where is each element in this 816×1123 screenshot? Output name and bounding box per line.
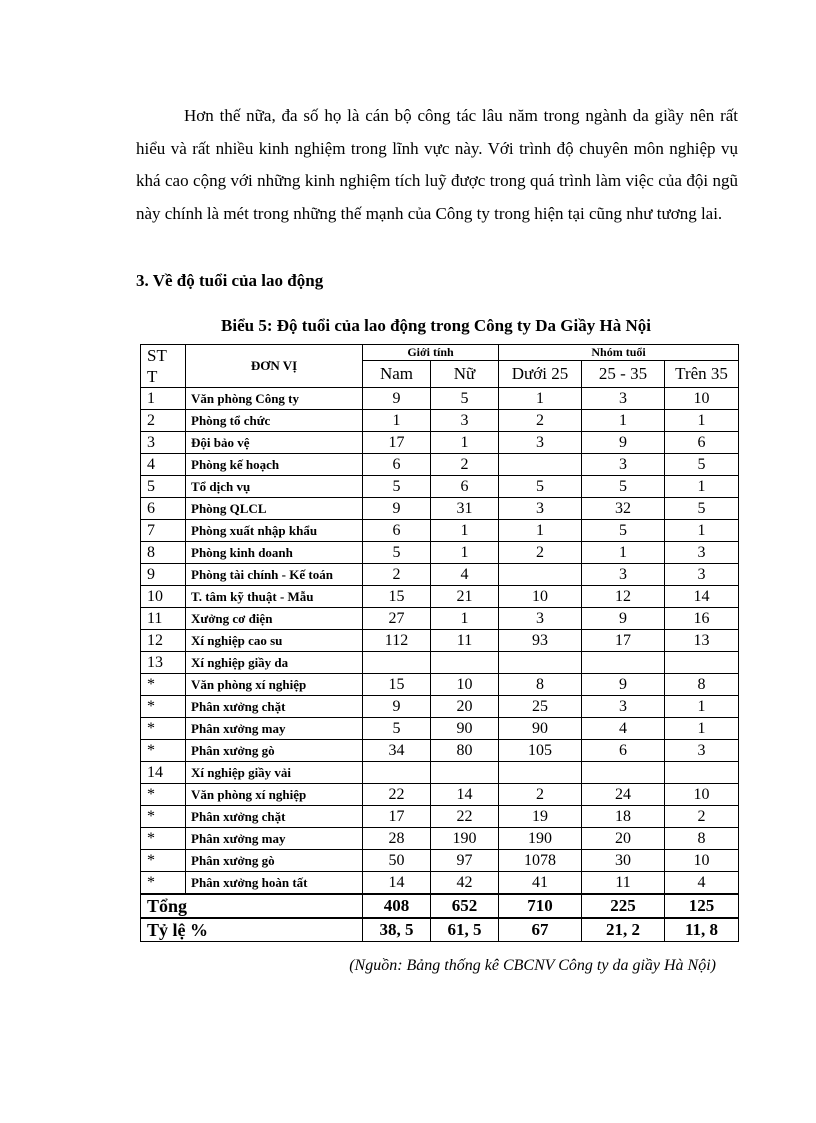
row-female: 4 (431, 564, 499, 586)
row-stt: * (141, 718, 186, 740)
row-under-25 (499, 564, 582, 586)
row-female (431, 762, 499, 784)
ratio-label: Tỷ lệ % (141, 918, 363, 942)
row-stt: 6 (141, 498, 186, 520)
row-under-25: 3 (499, 432, 582, 454)
row-unit: Phân xưởng chặt (186, 806, 363, 828)
section-heading: 3. Về độ tuổi của lao động (136, 271, 324, 290)
row-25-35 (582, 652, 665, 674)
row-25-35: 3 (582, 564, 665, 586)
row-stt: 9 (141, 564, 186, 586)
row-female: 90 (431, 718, 499, 740)
table-row (141, 718, 739, 740)
row-under-25: 2 (499, 410, 582, 432)
row-25-35: 12 (582, 586, 665, 608)
row-under-25: 1078 (499, 850, 582, 872)
table-row (141, 740, 739, 762)
row-male (363, 762, 431, 784)
ratio-under-25: 67 (499, 918, 582, 942)
row-female: 97 (431, 850, 499, 872)
row-unit: Phân xưởng may (186, 718, 363, 740)
body-paragraph (136, 100, 738, 230)
row-male: 1 (363, 410, 431, 432)
table-body (141, 388, 739, 895)
row-stt: 8 (141, 542, 186, 564)
row-stt: 12 (141, 630, 186, 652)
row-25-35: 3 (582, 388, 665, 410)
table-row (141, 498, 739, 520)
total-under-25: 710 (499, 894, 582, 918)
row-male: 17 (363, 806, 431, 828)
table-row (141, 872, 739, 895)
row-over-35: 4 (665, 872, 739, 895)
row-unit: Tổ dịch vụ (186, 476, 363, 498)
row-25-35: 30 (582, 850, 665, 872)
table-row (141, 476, 739, 498)
row-male: 34 (363, 740, 431, 762)
row-stt: 4 (141, 454, 186, 476)
row-25-35: 5 (582, 476, 665, 498)
row-25-35: 1 (582, 542, 665, 564)
row-unit: Xí nghiệp giầy da (186, 652, 363, 674)
row-stt: * (141, 828, 186, 850)
ratio-female: 61, 5 (431, 918, 499, 942)
row-unit: T. tâm kỹ thuật - Mẫu (186, 586, 363, 608)
row-25-35: 9 (582, 608, 665, 630)
row-over-35: 1 (665, 476, 739, 498)
header-over-35: Trên 35 (665, 361, 739, 388)
row-female (431, 652, 499, 674)
row-female: 22 (431, 806, 499, 828)
row-under-25: 2 (499, 542, 582, 564)
row-25-35: 20 (582, 828, 665, 850)
row-under-25: 3 (499, 498, 582, 520)
table-row (141, 454, 739, 476)
header-under-25: Dưới 25 (499, 361, 582, 388)
row-25-35: 32 (582, 498, 665, 520)
row-over-35: 8 (665, 828, 739, 850)
header-unit: ĐƠN VỊ (186, 345, 363, 388)
row-under-25: 19 (499, 806, 582, 828)
row-male: 112 (363, 630, 431, 652)
row-unit: Xưởng cơ điện (186, 608, 363, 630)
row-unit: Đội bảo vệ (186, 432, 363, 454)
row-over-35: 16 (665, 608, 739, 630)
ratio-over-35: 11, 8 (665, 918, 739, 942)
row-under-25: 93 (499, 630, 582, 652)
row-over-35: 14 (665, 586, 739, 608)
row-male: 15 (363, 586, 431, 608)
table-row (141, 542, 739, 564)
row-over-35: 3 (665, 740, 739, 762)
row-over-35 (665, 652, 739, 674)
total-female: 652 (431, 894, 499, 918)
row-stt: * (141, 850, 186, 872)
body-paragraph-text: Hơn thế nữa, đa số họ là cán bộ công tác lâu năm trong ngành da giầy nên rất hiểu và rất nhiều kinh nghiệm trong lĩnh vực này. Với trình độ chuyên môn nghiệp vụ khá cao cộng với những kinh nghiệm tích luỹ được trong quá trình làm việc của đội ngũ này chính là mét trong những thế mạnh của Công ty trong hiện tại cũng như tương lai. (136, 106, 738, 223)
row-over-35: 1 (665, 696, 739, 718)
row-female: 2 (431, 454, 499, 476)
row-male: 50 (363, 850, 431, 872)
row-over-35 (665, 762, 739, 784)
row-female: 21 (431, 586, 499, 608)
row-over-35: 5 (665, 498, 739, 520)
table-row (141, 762, 739, 784)
header-female: Nữ (431, 361, 499, 388)
row-over-35: 1 (665, 520, 739, 542)
row-stt: 2 (141, 410, 186, 432)
header-male: Nam (363, 361, 431, 388)
row-under-25 (499, 652, 582, 674)
row-stt: 5 (141, 476, 186, 498)
row-female: 1 (431, 608, 499, 630)
ratio-male: 38, 5 (363, 918, 431, 942)
row-unit: Phòng kế hoạch (186, 454, 363, 476)
row-stt: 1 (141, 388, 186, 410)
row-25-35: 11 (582, 872, 665, 895)
row-over-35: 10 (665, 388, 739, 410)
row-male: 6 (363, 520, 431, 542)
table-row (141, 608, 739, 630)
row-unit: Phòng xuất nhập khẩu (186, 520, 363, 542)
row-unit: Phân xưởng chặt (186, 696, 363, 718)
ratio-25-35: 21, 2 (582, 918, 665, 942)
total-row (141, 894, 739, 918)
table-row (141, 850, 739, 872)
row-female: 10 (431, 674, 499, 696)
row-under-25: 10 (499, 586, 582, 608)
row-under-25: 25 (499, 696, 582, 718)
row-stt: * (141, 740, 186, 762)
row-under-25: 190 (499, 828, 582, 850)
row-25-35: 3 (582, 454, 665, 476)
row-over-35: 6 (665, 432, 739, 454)
header-stt: STT (141, 345, 186, 388)
row-male: 9 (363, 388, 431, 410)
row-male: 14 (363, 872, 431, 895)
row-unit: Phòng QLCL (186, 498, 363, 520)
row-over-35: 10 (665, 784, 739, 806)
table-caption: Biểu 5: Độ tuổi của lao động trong Công ty Da Giầy Hà Nội (221, 316, 651, 335)
row-under-25: 3 (499, 608, 582, 630)
row-female: 31 (431, 498, 499, 520)
row-over-35: 1 (665, 410, 739, 432)
table-row (141, 586, 739, 608)
table-row (141, 696, 739, 718)
total-over-35: 125 (665, 894, 739, 918)
row-male: 17 (363, 432, 431, 454)
row-25-35 (582, 762, 665, 784)
row-male (363, 652, 431, 674)
row-under-25 (499, 454, 582, 476)
row-25-35: 4 (582, 718, 665, 740)
row-stt: * (141, 674, 186, 696)
row-over-35: 5 (665, 454, 739, 476)
row-under-25: 1 (499, 520, 582, 542)
row-male: 9 (363, 696, 431, 718)
row-over-35: 2 (665, 806, 739, 828)
total-label: Tổng (141, 894, 363, 918)
row-unit: Văn phòng xí nghiệp (186, 784, 363, 806)
row-25-35: 17 (582, 630, 665, 652)
row-under-25: 5 (499, 476, 582, 498)
row-male: 5 (363, 542, 431, 564)
row-unit: Xí nghiệp cao su (186, 630, 363, 652)
row-male: 2 (363, 564, 431, 586)
row-25-35: 6 (582, 740, 665, 762)
row-female: 42 (431, 872, 499, 895)
row-under-25: 90 (499, 718, 582, 740)
row-female: 6 (431, 476, 499, 498)
row-stt: 11 (141, 608, 186, 630)
row-over-35: 3 (665, 542, 739, 564)
table-row (141, 432, 739, 454)
row-under-25: 1 (499, 388, 582, 410)
row-25-35: 24 (582, 784, 665, 806)
row-unit: Phân xưởng hoàn tất (186, 872, 363, 895)
row-male: 28 (363, 828, 431, 850)
row-stt: * (141, 696, 186, 718)
row-over-35: 3 (665, 564, 739, 586)
row-female: 5 (431, 388, 499, 410)
age-table (140, 344, 739, 942)
row-unit: Phòng tài chính - Kế toán (186, 564, 363, 586)
row-female: 1 (431, 542, 499, 564)
row-stt: 14 (141, 762, 186, 784)
row-stt: * (141, 806, 186, 828)
row-over-35: 10 (665, 850, 739, 872)
row-female: 1 (431, 432, 499, 454)
table-row (141, 564, 739, 586)
row-female: 11 (431, 630, 499, 652)
row-25-35: 9 (582, 674, 665, 696)
row-unit: Văn phòng Công ty (186, 388, 363, 410)
row-male: 6 (363, 454, 431, 476)
row-unit: Phân xưởng gò (186, 740, 363, 762)
header-25-35: 25 - 35 (582, 361, 665, 388)
row-unit: Phòng tổ chức (186, 410, 363, 432)
header-gender-group: Giới tính (363, 345, 499, 361)
table-row (141, 520, 739, 542)
row-female: 20 (431, 696, 499, 718)
row-female: 1 (431, 520, 499, 542)
row-under-25: 2 (499, 784, 582, 806)
row-stt: * (141, 784, 186, 806)
row-female: 3 (431, 410, 499, 432)
total-male: 408 (363, 894, 431, 918)
table-row (141, 674, 739, 696)
row-unit: Xí nghiệp giầy vải (186, 762, 363, 784)
row-male: 22 (363, 784, 431, 806)
table-row (141, 410, 739, 432)
row-under-25: 8 (499, 674, 582, 696)
table-row (141, 806, 739, 828)
row-female: 14 (431, 784, 499, 806)
row-25-35: 3 (582, 696, 665, 718)
row-male: 5 (363, 476, 431, 498)
row-over-35: 1 (665, 718, 739, 740)
row-male: 9 (363, 498, 431, 520)
row-25-35: 18 (582, 806, 665, 828)
table-row (141, 652, 739, 674)
row-male: 15 (363, 674, 431, 696)
row-female: 190 (431, 828, 499, 850)
table-row (141, 828, 739, 850)
row-over-35: 13 (665, 630, 739, 652)
row-female: 80 (431, 740, 499, 762)
source-note: (Nguồn: Bảng thống kê CBCNV Công ty da giầy Hà Nội) (349, 957, 716, 974)
header-age-group: Nhóm tuổi (499, 345, 739, 361)
row-stt: 13 (141, 652, 186, 674)
row-male: 5 (363, 718, 431, 740)
row-male: 27 (363, 608, 431, 630)
table-row (141, 784, 739, 806)
ratio-row (141, 918, 739, 942)
row-stt: 7 (141, 520, 186, 542)
row-under-25 (499, 762, 582, 784)
row-unit: Phân xưởng may (186, 828, 363, 850)
row-25-35: 1 (582, 410, 665, 432)
row-25-35: 5 (582, 520, 665, 542)
row-stt: 10 (141, 586, 186, 608)
row-stt: 3 (141, 432, 186, 454)
row-unit: Phòng kinh doanh (186, 542, 363, 564)
row-under-25: 41 (499, 872, 582, 895)
table-row (141, 630, 739, 652)
row-over-35: 8 (665, 674, 739, 696)
row-unit: Văn phòng xí nghiệp (186, 674, 363, 696)
row-stt: * (141, 872, 186, 895)
table-row (141, 388, 739, 410)
row-under-25: 105 (499, 740, 582, 762)
row-unit: Phân xưởng gò (186, 850, 363, 872)
row-25-35: 9 (582, 432, 665, 454)
total-25-35: 225 (582, 894, 665, 918)
